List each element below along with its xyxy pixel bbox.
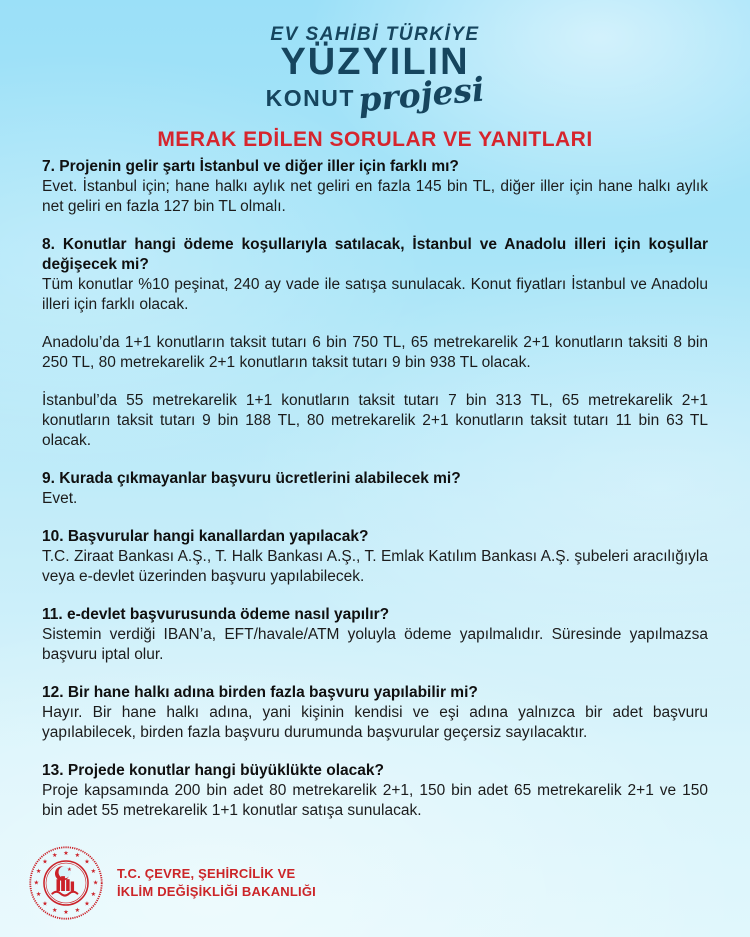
faq-answer: Proje kapsamında 200 bin adet 80 metrekarelik 2+1, 150 bin adet 65 metrekarelik 2+1 ve 150 bin adet 55 metrekarelik 1+1 konutlar satışa sunulacak. — [42, 782, 708, 819]
faq-answer: Hayır. Bir hane halkı adına, yani kişinin kendisi ve eşi adına yalnızca bir adet başvuru yapılabilecek, birden fazla başvuru durumunda başvurular geçersiz sayılacaktır. — [42, 704, 708, 741]
svg-text:★: ★ — [90, 890, 97, 898]
ministry-name-line1: T.C. ÇEVRE, ŞEHİRCİLİK VE — [117, 866, 296, 882]
svg-text:★: ★ — [51, 906, 58, 914]
faq-list — [42, 157, 708, 839]
faq-question: 8. Konutlar hangi ödeme koşullarıyla satılacak, İstanbul ve Anadolu illeri için koşullar değişecek mi? — [42, 236, 708, 273]
header-tagline: EV SAHİBİ TÜRKİYE — [270, 24, 480, 45]
svg-text:★: ★ — [74, 852, 81, 860]
svg-text:★: ★ — [35, 890, 42, 898]
header-title: YÜZYILIN — [280, 41, 470, 83]
faq-item-10 — [42, 527, 708, 587]
faq-answer: T.C. Ziraat Bankası A.Ş., T. Halk Bankası A.Ş., T. Emlak Katılım Bankası A.Ş. şubeleri aracılığıyla veya e-devlet üzerinden başvuru yapılabilecek. — [42, 548, 708, 585]
faq-answer: Anadolu’da 1+1 konutların taksit tutarı 6 bin 750 TL, 65 metrekarelik 2+1 konutların taksiti 8 bin 250 TL, 80 metrekarelik 2+1 konutların taksit tutarı 9 bin 938 TL olacak. — [42, 334, 708, 371]
svg-text:★: ★ — [33, 879, 40, 887]
faq-item-12 — [42, 683, 708, 743]
faq-item-8 — [42, 235, 708, 451]
svg-text:★: ★ — [90, 868, 97, 876]
faq-item-11 — [42, 605, 708, 665]
faq-question: 7. Projenin gelir şartı İstanbul ve diğer iller için farklı mı? — [42, 158, 459, 175]
faq-question: 11. e-devlet başvurusunda ödeme nasıl yapılır? — [42, 606, 390, 623]
faq-question: 9. Kurada çıkmayanlar başvuru ücretlerini alabilecek mi? — [42, 470, 461, 487]
header — [0, 0, 750, 152]
faq-answer: Evet. İstanbul için; hane halkı aylık net geliri en fazla 145 bin TL, diğer iller için hane halkı aylık net geliri en fazla 127 bin TL olmalı. — [42, 178, 708, 215]
svg-text:★: ★ — [35, 868, 42, 876]
faq-answer: Evet. — [42, 490, 78, 507]
footer — [28, 845, 316, 921]
header-subtitle — [0, 69, 750, 120]
faq-item-9 — [42, 469, 708, 509]
faq-item-13 — [42, 761, 708, 821]
faq-answer: Sistemin verdiği IBAN’a, EFT/havale/ATM yoluyla ödeme yapılmalıdır. Süresinde yapılmazsa başvuru iptal olur. — [42, 626, 708, 663]
faq-question: 10. Başvurular hangi kanallardan yapılacak? — [42, 528, 369, 545]
faq-question: 12. Bir hane halkı adına birden fazla başvuru yapılabilir mi? — [42, 684, 478, 701]
svg-text:★: ★ — [74, 906, 81, 914]
svg-text:★: ★ — [42, 900, 48, 908]
header-subtitle-script: projesi — [356, 69, 486, 120]
svg-text:★: ★ — [92, 879, 99, 887]
svg-text:★: ★ — [84, 900, 90, 908]
faq-question: 13. Projede konutlar hangi büyüklükte olacak? — [42, 762, 384, 779]
svg-text:★: ★ — [42, 858, 48, 866]
faq-answer: Tüm konutlar %10 peşinat, 240 ay vade ile satışa sunulacak. Konut fiyatları İstanbul ve Anadolu illeri için farklı olacak. — [42, 276, 708, 313]
faq-item-7 — [42, 157, 708, 217]
faq-answer: İstanbul’da 55 metrekarelik 1+1 konutların taksit tutarı 7 bin 313 TL, 65 metrekarelik 2+1 konutların taksit tutarı 9 bin 188 TL, 80 metrekarelik 2+1 konutların taksit tutarı 11 bin 63 TL olacak. — [42, 392, 708, 449]
ministry-logo-icon — [28, 845, 104, 921]
ministry-name — [117, 865, 316, 900]
svg-text:★: ★ — [67, 867, 72, 874]
section-title: MERAK EDİLEN SORULAR VE YANITLARI — [157, 127, 593, 151]
svg-text:★: ★ — [63, 849, 69, 857]
svg-text:★: ★ — [51, 852, 58, 860]
svg-text:★: ★ — [63, 909, 69, 917]
header-subtitle-bold: KONUT — [265, 84, 355, 111]
ministry-name-line2: İKLİM DEĞİŞİKLİĞİ BAKANLIĞI — [117, 884, 316, 899]
svg-text:★: ★ — [84, 858, 90, 866]
